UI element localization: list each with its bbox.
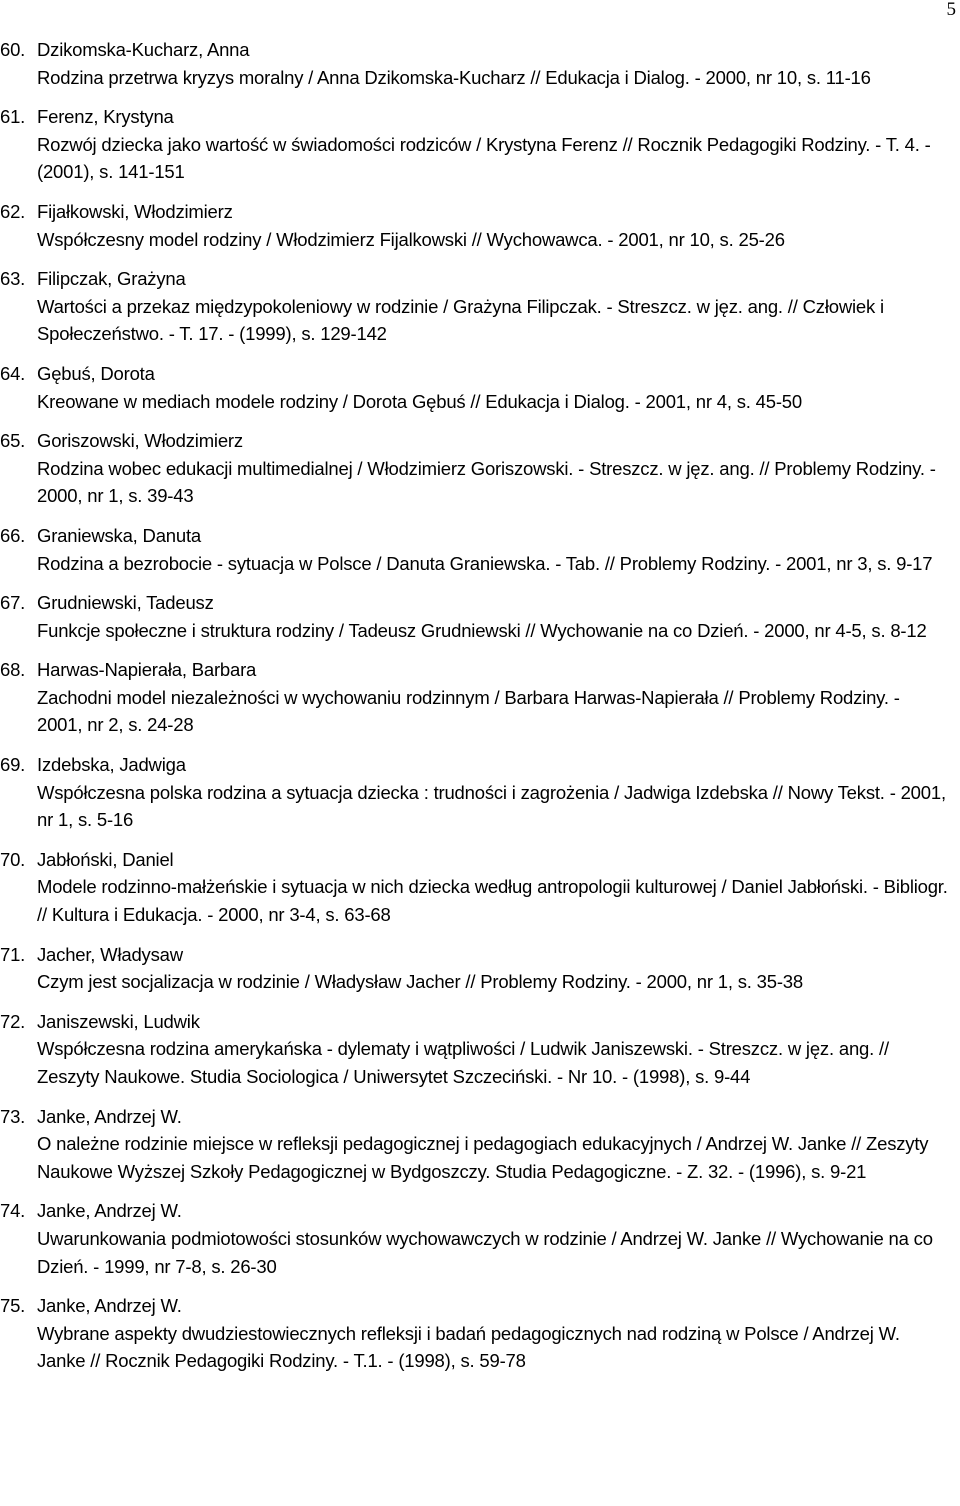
entry-citation: Zachodni model niezależności w wychowaniu rodzinnym / Barbara Harwas-Napierała // Problemy Rodziny. - 2001, nr 2, s. 24-28 [37, 686, 900, 736]
bibliography-entry [0, 1008, 948, 1091]
entry-number: 68. [0, 659, 26, 681]
entry-author: Janke, Andrzej W. [37, 1295, 182, 1317]
entry-number: 65. [0, 430, 26, 452]
entry-number: 72. [0, 1010, 26, 1032]
entry-author: Filipczak, Grażyna [37, 268, 186, 290]
bibliography-list [0, 36, 948, 1387]
bibliography-entry [0, 1103, 948, 1186]
entry-citation: Rozwój dziecka jako wartość w świadomości rodziców / Krystyna Ferenz // Rocznik Pedagogiki Rodziny. - T. 4. - (2001), s. 141-151 [37, 133, 931, 183]
entry-citation: O należne rodzinie miejsce w refleksji pedagogicznej i pedagogiach edukacyjnych / Andrzej W. Janke // Zeszyty Naukowe Wyższej Szkoły Pedagogicznej w Bydgoszczy. Studia Pedagogiczne. - Z. 32. - (1996), s. 9-21 [37, 1133, 929, 1182]
entry-author: Goriszowski, Włodzimierz [37, 430, 243, 452]
entry-citation: Rodzina wobec edukacji multimedialnej / Włodzimierz Goriszowski. - Streszcz. w jęz. ang. // Problemy Rodziny. - 2000, nr 1, s. 39-43 [37, 457, 936, 507]
entry-citation: Kreowane w mediach modele rodziny / Dorota Gębuś // Edukacja i Dialog. - 2001, nr 4, s. 45-50 [37, 390, 802, 412]
entry-number: 63. [0, 268, 26, 290]
entry-citation: Współczesny model rodziny / Włodzimierz Fijalkowski // Wychowawca. - 2001, nr 10, s. 25-26 [37, 228, 785, 250]
bibliography-entry [0, 656, 948, 739]
entry-citation: Współczesna rodzina amerykańska - dylematy i wątpliwości / Ludwik Janiszewski. - Streszcz. w jęz. ang. // Zeszyty Naukowe. Studia Sociologica / Uniwersytet Szczeciński. - Nr 10. - (1998), s. 9-44 [37, 1038, 889, 1087]
entry-number: 61. [0, 106, 26, 128]
entry-number: 73. [0, 1105, 26, 1127]
entry-author: Dzikomska-Kucharz, Anna [37, 39, 250, 60]
bibliography-entry [0, 846, 948, 929]
bibliography-entry [0, 589, 948, 644]
entry-number: 70. [0, 848, 26, 870]
bibliography-entry [0, 1292, 948, 1375]
entry-author: Graniewska, Danuta [37, 524, 202, 546]
bibliography-entry [0, 751, 948, 834]
entry-author: Fijałkowski, Włodzimierz [37, 200, 233, 222]
entry-author: Izdebska, Jadwiga [37, 754, 186, 776]
entry-author: Harwas-Napierała, Barbara [37, 659, 257, 681]
entry-citation: Wartości a przekaz międzypokoleniowy w rodzinie / Grażyna Filipczak. - Streszcz. w jęz. ang. // Człowiek i Społeczeństwo. - T. 17. - (1999), s. 129-142 [37, 295, 884, 345]
entry-number: 64. [0, 362, 26, 384]
bibliography-entry [0, 103, 948, 186]
entry-author: Grudniewski, Tadeusz [37, 592, 214, 614]
entry-number: 75. [0, 1295, 26, 1317]
entry-author: Ferenz, Krystyna [37, 106, 174, 128]
entry-citation: Uwarunkowania podmiotowości stosunków wychowawczych w rodzinie / Andrzej W. Janke // Wychowanie na co Dzień. - 1999, nr 7-8, s. 26-30 [37, 1227, 933, 1277]
entry-number: 71. [0, 943, 26, 965]
bibliography-entry [0, 427, 948, 510]
entry-author: Jacher, Władysaw [37, 943, 183, 965]
entry-author: Janke, Andrzej W. [37, 1105, 182, 1127]
entry-number: 69. [0, 754, 26, 776]
entry-number: 67. [0, 592, 26, 614]
bibliography-entry [0, 198, 948, 253]
bibliography-entry [0, 941, 948, 996]
bibliography-entry [0, 360, 948, 415]
entry-number: 74. [0, 1200, 26, 1222]
entry-author: Jabłoński, Daniel [37, 848, 174, 870]
entry-author: Janiszewski, Ludwik [37, 1010, 200, 1032]
bibliography-entry [0, 265, 948, 348]
entry-citation: Wybrane aspekty dwudziestowiecznych refleksji i badań pedagogicznych nad rodziną w Polsce / Andrzej W. Janke // Rocznik Pedagogiki Rodziny. - T.1. - (1998), s. 59-78 [37, 1322, 900, 1372]
bibliography-entry [0, 36, 948, 91]
entry-citation: Rodzina a bezrobocie - sytuacja w Polsce / Danuta Graniewska. - Tab. // Problemy Rodziny. - 2001, nr 3, s. 9-17 [37, 552, 933, 574]
page-number: 5 [946, 0, 956, 20]
entry-citation: Modele rodzinno-małżeńskie i sytuacja w nich dziecka według antropologii kulturowej / Daniel Jabłoński. - Bibliogr. // Kultura i Edukacja. - 2000, nr 3-4, s. 63-68 [37, 876, 948, 926]
entry-citation: Rodzina przetrwa kryzys moralny / Anna Dzikomska-Kucharz // Edukacja i Dialog. - 2000, nr 10, s. 11-16 [37, 66, 871, 88]
entry-citation: Funkcje społeczne i struktura rodziny / Tadeusz Grudniewski // Wychowanie na co Dzień. - 2000, nr 4-5, s. 8-12 [37, 619, 927, 641]
entry-number: 60. [0, 39, 26, 60]
entry-author: Gębuś, Dorota [37, 362, 155, 384]
entry-citation: Współczesna polska rodzina a sytuacja dziecka : trudności i zagrożenia / Jadwiga Izdebska // Nowy Tekst. - 2001, nr 1, s. 5-16 [37, 781, 946, 831]
entry-citation: Czym jest socjalizacja w rodzinie / Władysław Jacher // Problemy Rodziny. - 2000, nr 1, s. 35-38 [37, 971, 803, 993]
entry-author: Janke, Andrzej W. [37, 1200, 182, 1222]
bibliography-entry [0, 1197, 948, 1280]
entry-number: 62. [0, 200, 26, 222]
entry-number: 66. [0, 524, 26, 546]
bibliography-entry [0, 522, 948, 577]
